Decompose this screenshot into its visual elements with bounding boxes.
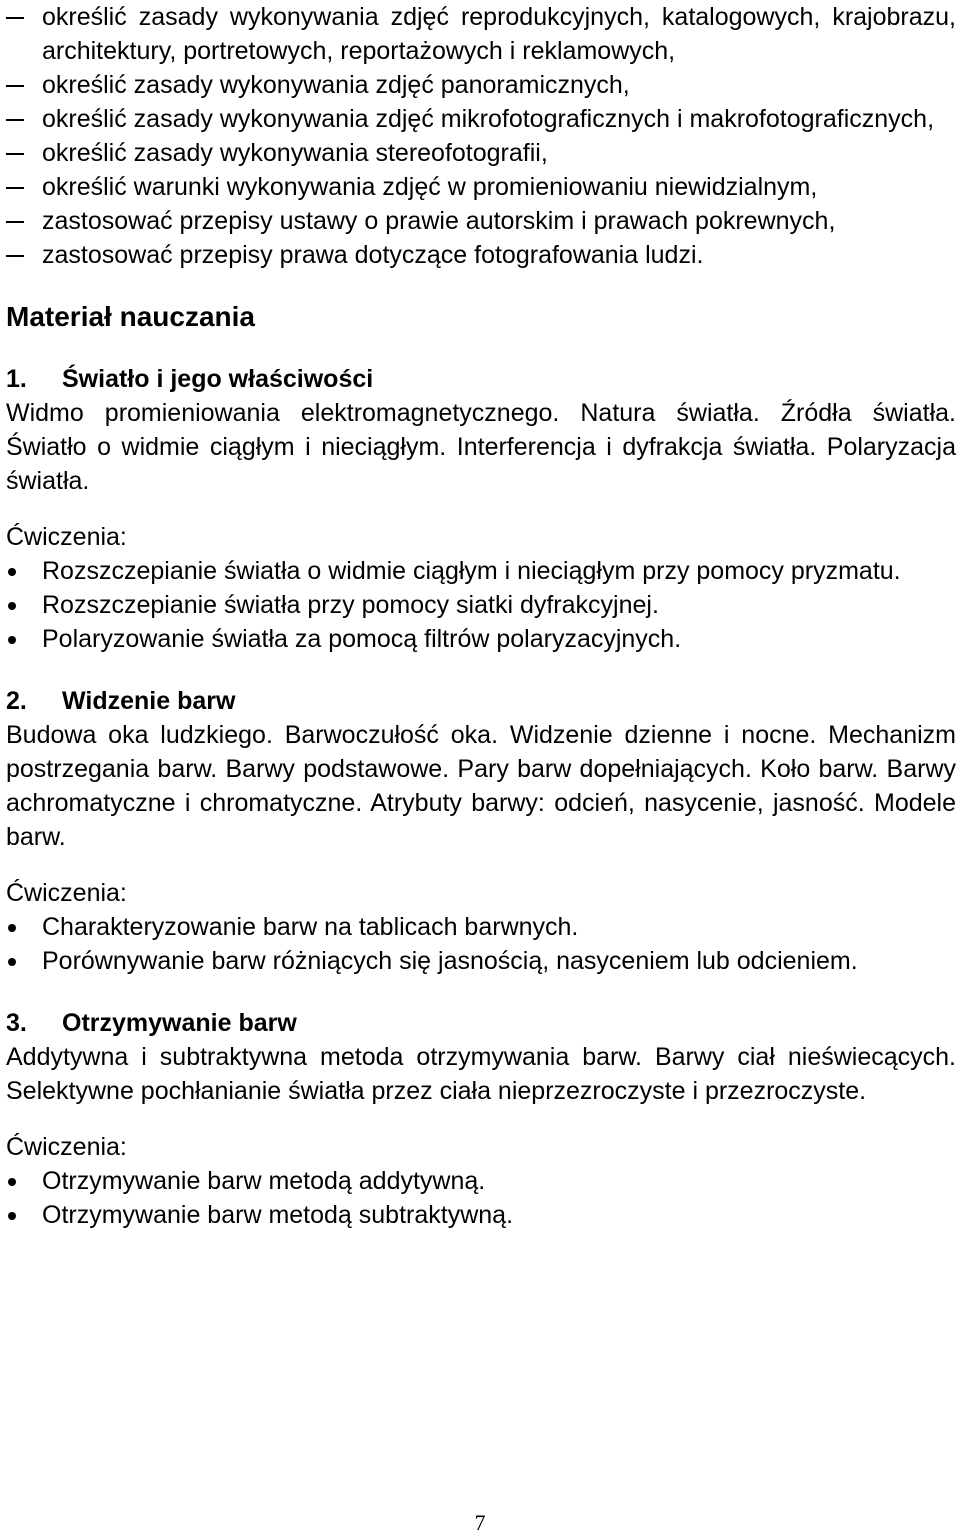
exercises-list [6,910,956,978]
list-item: Polaryzowanie światła za pomocą filtrów polaryzacyjnych. [6,622,956,656]
list-item: Otrzymywanie barw metodą addytywną. [6,1164,956,1198]
objectives-list [6,0,956,272]
section-title: Materiał nauczania [6,301,255,332]
topic-title: Otrzymywanie barw [62,1009,297,1037]
list-item: Porównywanie barw różniących się jasnością, nasyceniem lub odcieniem. [6,944,956,978]
exercises-label: Ćwiczenia: [6,1133,127,1161]
topic-body: Widmo promieniowania elektromagnetycznego. Natura światła. Źródła światła. Światło o widmie ciągłym i nieciągłym. Interferencja i dyfrakcja światła. Polaryzacja światła. [6,399,956,495]
document-page [6,0,956,1232]
list-item: Charakteryzowanie barw na tablicach barwnych. [6,910,956,944]
list-item: określić zasady wykonywania zdjęć reprodukcyjnych, katalogowych, krajobrazu, architektury, portretowych, reportażowych i reklamowych, [6,0,956,68]
list-item: określić zasady wykonywania zdjęć mikrofotograficznych i makrofotograficznych, [6,102,956,136]
list-item: zastosować przepisy ustawy o prawie autorskim i prawach pokrewnych, [6,204,956,238]
topic-body: Budowa oka ludzkiego. Barwoczułość oka. Widzenie dzienne i nocne. Mechanizm postrzegania barw. Barwy podstawowe. Pary barw dopełniających. Koło barw. Barwy achromatyczne i chromatyczne. Atrybuty barwy: odcień, nasycenie, jasność. Modele barw. [6,721,956,851]
list-item: Otrzymywanie barw metodą subtraktywną. [6,1198,956,1232]
topic-heading [6,362,956,396]
page-number: 7 [474,1510,486,1535]
exercises-list [6,1164,956,1232]
topic-body: Addytywna i subtraktywna metoda otrzymywania barw. Barwy ciał nieświecących. Selektywne pochłanianie światła przez ciała nieprzezroczyste i przezroczyste. [6,1043,956,1105]
exercises-list [6,554,956,656]
topic-number: 2. [6,687,27,715]
list-item: określić warunki wykonywania zdjęć w promieniowaniu niewidzialnym, [6,170,956,204]
exercises-label: Ćwiczenia: [6,523,127,551]
topic-heading [6,1006,956,1040]
topic-3 [6,1006,956,1232]
topic-1 [6,362,956,656]
topic-number: 1. [6,365,27,393]
list-item: zastosować przepisy prawa dotyczące fotografowania ludzi. [6,238,956,272]
topic-title: Widzenie barw [62,687,236,715]
topic-title: Światło i jego właściwości [62,365,374,393]
topic-number: 3. [6,1009,27,1037]
list-item: określić zasady wykonywania stereofotografii, [6,136,956,170]
exercises-label: Ćwiczenia: [6,879,127,907]
list-item: Rozszczepianie światła przy pomocy siatki dyfrakcyjnej. [6,588,956,622]
topic-heading [6,684,956,718]
list-item: Rozszczepianie światła o widmie ciągłym i nieciągłym przy pomocy pryzmatu. [6,554,956,588]
list-item: określić zasady wykonywania zdjęć panoramicznych, [6,68,956,102]
topic-2 [6,684,956,978]
